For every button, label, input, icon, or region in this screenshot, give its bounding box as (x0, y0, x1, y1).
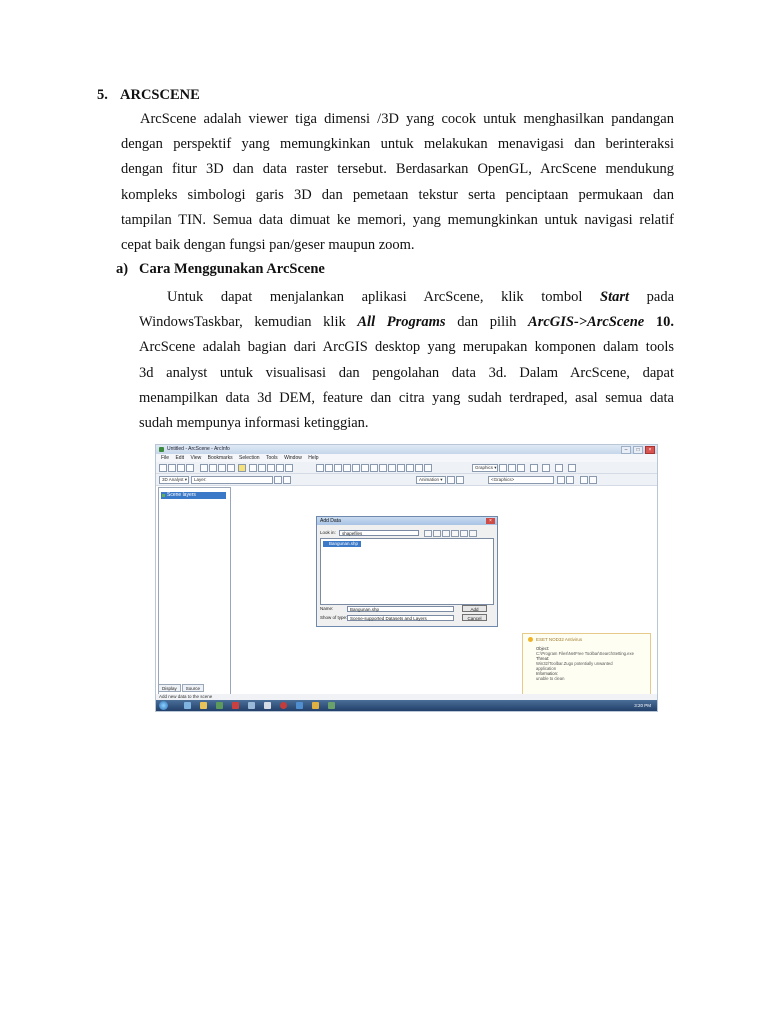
menu-edit[interactable]: Edit (175, 455, 185, 461)
subsection-heading (116, 261, 325, 278)
text-run: pada (646, 289, 675, 305)
section-heading (97, 87, 200, 104)
new-folder-icon[interactable] (451, 530, 459, 537)
menu-window[interactable]: Window (284, 455, 302, 461)
section-title: ARCSCENE (120, 87, 200, 103)
select-element-icon[interactable] (499, 464, 507, 472)
zoom-target-icon[interactable] (276, 464, 284, 472)
add-data-dialog (316, 516, 498, 627)
home-icon[interactable] (433, 530, 441, 537)
app-taskbar-icon[interactable] (232, 702, 239, 709)
paragraph-line: ArcScene adalah viewer tiga dimensi /3D yang cocok untuk menghasilkan pandangan (140, 111, 674, 127)
add-button[interactable]: Add (462, 605, 487, 612)
text-run: dan pilih (457, 314, 517, 331)
distribute-icon[interactable] (566, 476, 574, 484)
version-emphasis: 10. (655, 314, 675, 331)
print-icon[interactable] (186, 464, 194, 472)
windows-taskbar (156, 700, 657, 711)
taskbar-clock: 3:20 PM (634, 703, 651, 708)
up-one-level-icon[interactable] (424, 530, 432, 537)
maximize-button[interactable]: □ (633, 446, 643, 454)
type-dropdown[interactable]: Scene-supported Datasets and Layers (347, 615, 454, 621)
menu-bookmarks[interactable]: Bookmarks (207, 455, 233, 461)
notification-line: unable to clean (536, 676, 565, 681)
paragraph-line: dengan perspektif yang memungkinkan untuk melakukan menavigasi dan berinteraksi (121, 136, 674, 153)
subsection-title: Cara Menggunakan ArcScene (139, 261, 325, 277)
list-view-icon[interactable] (442, 530, 450, 537)
notification-line: C:\Program Files\NetFree Toolbar\SearchSetting.exe (536, 651, 634, 656)
graphics-layer-dropdown[interactable]: <Graphics> (488, 476, 554, 484)
animation-dropdown[interactable]: Animation ▾ (416, 476, 446, 484)
paragraph-line: dengan fitur 3D dan data raster tersebut. Berdasarkan OpenGL, ArcScene mendukung (121, 161, 674, 178)
file-list[interactable] (320, 538, 494, 605)
3d-analyst-dropdown[interactable]: 3D Analyst ▾ (159, 476, 189, 484)
app-taskbar-icon[interactable] (280, 702, 287, 709)
graphics-dropdown[interactable]: Graphics ▾ (472, 464, 498, 472)
paragraph-line: kompleks simbologi garis 3D dan pemetaan tekstur serta penciptaan permukaan dan (121, 186, 674, 203)
target-icon[interactable] (267, 464, 275, 472)
ungroup-icon[interactable] (589, 476, 597, 484)
tab-display[interactable]: Display (158, 684, 181, 692)
observer-icon[interactable] (285, 464, 293, 472)
paragraph-line: 3d analyst untuk visualisasi dan pengolahan data 3d. Dalam ArcScene, dapat (139, 364, 674, 381)
start-button[interactable] (159, 701, 168, 710)
rotate-icon[interactable] (508, 464, 516, 472)
all-programs-emphasis: All Programs (357, 314, 446, 331)
section-number: 5. (97, 87, 108, 103)
dialog-title: Add Data (320, 518, 341, 524)
time-slider-icon[interactable] (406, 464, 414, 472)
find-icon[interactable] (388, 464, 396, 472)
arcscene-taskbar-icon[interactable] (328, 702, 335, 709)
identify-icon[interactable] (361, 464, 369, 472)
analyst-toolbar (156, 474, 657, 486)
menu-help[interactable]: Help (308, 455, 319, 461)
group-icon[interactable] (580, 476, 588, 484)
name-field[interactable]: Bangunan.shp (347, 606, 454, 612)
add-data-icon[interactable] (238, 464, 246, 472)
hyperlink-icon[interactable] (397, 464, 405, 472)
steepest-path-icon[interactable] (283, 476, 291, 484)
window-controls (621, 446, 655, 453)
tab-source[interactable]: Source (182, 684, 204, 692)
look-in-dropdown[interactable]: shapefiles (339, 530, 419, 536)
text-icon[interactable] (530, 464, 538, 472)
font-color-icon[interactable] (568, 464, 576, 472)
open-icon[interactable] (168, 464, 176, 472)
cut-icon[interactable] (200, 464, 208, 472)
menu-view[interactable]: View (190, 455, 202, 461)
arcgis-path-emphasis: ArcGIS->ArcScene (528, 314, 645, 331)
measure-icon[interactable] (370, 464, 378, 472)
navigate-icon[interactable] (249, 464, 257, 472)
toc-tabs (158, 684, 205, 692)
catalog-icon[interactable] (469, 530, 477, 537)
play-icon[interactable] (456, 476, 464, 484)
arcscene-screenshot (155, 444, 658, 712)
notification-line: application (536, 666, 557, 671)
capture-view-icon[interactable] (447, 476, 455, 484)
close-button[interactable]: × (645, 446, 655, 454)
scene-layers-item[interactable]: Scene layers (161, 492, 226, 499)
menu-file[interactable]: File (161, 455, 170, 461)
contour-icon[interactable] (274, 476, 282, 484)
fill-color-icon[interactable] (542, 464, 550, 472)
selected-file[interactable]: Bangunan.shp (323, 541, 361, 547)
menu-selection[interactable]: Selection (239, 455, 260, 461)
copy-icon[interactable] (209, 464, 217, 472)
notification-title: ESET NOD32 Antivirus (536, 637, 583, 642)
window-title: Untitled - ArcScene - ArcInfo (167, 446, 230, 452)
dialog-close-button[interactable]: × (486, 518, 495, 524)
app-taskbar-icon[interactable] (312, 702, 319, 709)
notification-line: Information: (536, 671, 559, 676)
paragraph-line: tampilan TIN. Semua data dimuat ke memori, yang memungkinkan untuk navigasi relatif (121, 211, 674, 228)
layer-dropdown[interactable]: Layer: (191, 476, 273, 484)
help-icon[interactable] (424, 464, 432, 472)
app-taskbar-icon[interactable] (248, 702, 255, 709)
warning-icon (528, 637, 533, 642)
start-emphasis: Start (600, 289, 630, 305)
pan-icon[interactable] (334, 464, 342, 472)
paragraph-line (139, 285, 674, 310)
paragraph-line: ArcScene adalah bagian dari ArcGIS desktop yang merupakan komponen dalam tools (139, 339, 674, 356)
name-label: Name: (320, 606, 334, 611)
zoom-in-icon[interactable] (316, 464, 324, 472)
connect-folder-icon[interactable] (460, 530, 468, 537)
new-icon[interactable] (159, 464, 167, 472)
fly-icon[interactable] (258, 464, 266, 472)
section-paragraph (121, 107, 674, 258)
notification-line: Threat: (536, 656, 550, 661)
subsection-paragraph (139, 285, 674, 436)
type-label: Show of type: (320, 615, 348, 620)
text-run: WindowsTaskbar, kemudian klik (139, 314, 346, 331)
media-taskbar-icon[interactable] (216, 702, 223, 709)
app-taskbar-icon[interactable] (296, 702, 303, 709)
dialog-titlebar (317, 517, 497, 525)
paragraph-line: menampilkan data 3d DEM, feature dan citra yang sudah terdraped, asal semua data (139, 389, 674, 406)
menu-bar (156, 454, 657, 462)
arctoolbox-icon[interactable] (415, 464, 423, 472)
delete-icon[interactable] (227, 464, 235, 472)
align-icon[interactable] (557, 476, 565, 484)
draw-line-icon[interactable] (517, 464, 525, 472)
paste-icon[interactable] (218, 464, 226, 472)
table-of-contents (158, 487, 231, 695)
full-extent-icon[interactable] (343, 464, 351, 472)
standard-toolbar (156, 462, 657, 474)
subsection-label: a) (116, 261, 129, 277)
fixed-zoom-icon[interactable] (379, 464, 387, 472)
notification-line: Object: (536, 646, 550, 651)
zoom-out-icon[interactable] (325, 464, 333, 472)
save-icon[interactable] (177, 464, 185, 472)
antivirus-notification[interactable] (522, 633, 651, 695)
app-taskbar-icon[interactable] (264, 702, 271, 709)
paragraph-line (139, 310, 674, 335)
notification-line: Win32/Toolbar.Zugo potentially unwanted (536, 661, 613, 666)
layer-checkbox[interactable] (162, 494, 165, 497)
select-icon[interactable] (352, 464, 360, 472)
paragraph-line: sudah mempunya informasi ketinggian. (139, 414, 369, 431)
status-bar: Add new data to the scene (156, 694, 657, 700)
text-run: Untuk dapat menjalankan aplikasi ArcScene, klik tombol (167, 289, 583, 305)
cancel-button[interactable]: Cancel (462, 614, 487, 621)
explorer-taskbar-icon[interactable] (200, 702, 207, 709)
menu-tools[interactable]: Tools (265, 455, 278, 461)
line-color-icon[interactable] (555, 464, 563, 472)
look-in-label: Look in: (320, 530, 336, 535)
minimize-button[interactable]: – (621, 446, 631, 454)
ie-taskbar-icon[interactable] (184, 702, 191, 709)
paragraph-line: cepat baik dengan fungsi pan/geser maupun zoom. (121, 236, 415, 253)
arcscene-app-icon (159, 447, 164, 452)
window-titlebar (156, 445, 657, 454)
